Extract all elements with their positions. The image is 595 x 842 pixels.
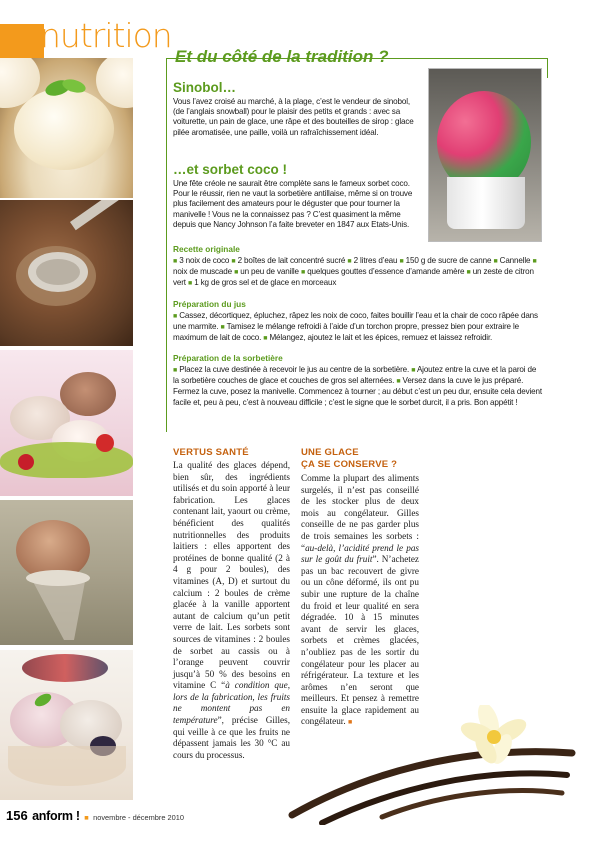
vanilla-ice-cream-photo: [0, 58, 133, 198]
step: Cassez, décortiquez, épluchez, râpez les noix de coco, faites bouillir l’eau et la chair de coco râpée dans une marmite.: [173, 311, 538, 332]
ingredient: 150 g de sucre de canne: [405, 256, 492, 265]
vertus-text-part: ”, précise Gilles, qui veille à ce que les fruits ne dépassent jamais les 30 °C au cours du processus.: [173, 715, 290, 760]
jus-steps: ■ Cassez, décortiquez, épluchez, râpez les noix de coco, faites bouillir l’eau et la chair de coco râpée dans une marmite. ■ Tamisez le mélange refroidi à l’aide d’un torchon propre, pressez bien pour extraire le maximum de lait de coco. ■ Mélangez, ajoutez le lait et les épices, remuez et laissez refroidir.: [173, 311, 538, 343]
sundae-bowl-photo: [0, 350, 133, 496]
ingredient: 3 noix de coco: [179, 256, 230, 265]
sorbetiere-title: Préparation de la sorbetière: [173, 353, 283, 363]
conserve-title: [301, 447, 397, 471]
ingredient: un zeste de citron vert: [173, 267, 534, 288]
end-mark-icon: ■: [347, 718, 353, 727]
vertus-title: VERTUS SANTÉ: [173, 447, 249, 458]
coco-text: Une fête créole ne saurait être complète sans le fameux sorbet coco. Pour le réussir, rien ne vaut la sorbetière antillaise, même si on trouve plus facilement des amateurs pour le déguster que pour tourner la manivelle ! Vous ne la connaissez pas ? C’est quasiment la même depuis que Nancy Johnson l’a faite breveter en 1847 aux Etats-Unis.: [173, 179, 413, 229]
vanilla-pod-flower-image: [262, 705, 582, 825]
ingredient: quelques gouttes d’essence d’amande amère: [307, 267, 465, 277]
ingredient: 1 kg de gros sel et de glace en morceaux: [194, 278, 337, 288]
conserve-title-line: UNE GLACE: [301, 447, 359, 458]
mint-leaf-icon: [44, 74, 88, 100]
scoop-utensil-icon: [0, 200, 133, 346]
section-title: nutrition: [40, 16, 172, 55]
coco-title: …et sorbet coco !: [173, 162, 288, 177]
step: Versez dans la cuve le jus préparé. Fermez la cuve, posez la manivelle. Commencez à tourner ; au début c’est un peu dur, ensuite cela devient facile et, peu à peu, c’est à nouveau difficile ; c’est le signe que le sorbet durcit, il a pris. Bon appétit !: [173, 376, 542, 407]
step: Mélangez, ajoutez le lait et les épices, remuez et laissez refroidir.: [269, 333, 493, 343]
page-footer: [6, 807, 184, 825]
chocolate-ice-cream-scoop-photo: [0, 200, 133, 346]
sinobol-title: Sinobol…: [173, 80, 236, 95]
mint-sprig-icon: [32, 690, 54, 710]
shaved-ice-photo: [428, 68, 542, 242]
magazine-name: anform !: [32, 809, 80, 823]
conserve-text: [301, 473, 419, 729]
jus-title: Préparation du jus: [173, 299, 246, 309]
recette-list: ■ 3 noix de coco ■ 2 boîtes de lait concentré sucré ■ 2 litres d’eau ■ 150 g de sucre de canne ■ Cannelle ■ noix de muscade ■ un peu de vanille ■ quelques gouttes d’essence d’amande amère ■ un zeste de citron vert ■ 1 kg de gros sel et de glace en morceaux: [173, 256, 537, 288]
ingredient: noix de muscade: [173, 267, 232, 277]
step: Placez la cuve destinée à recevoir le jus au centre de la sorbetière.: [179, 365, 410, 374]
sinobol-text: Vous l’avez croisé au marché, à la plage, c’est le vendeur de sinobol, (de l’anglais snowball) pour le plaisir des petits et grands : avec sa voiturette, un pain de glace, une râpe et des bouteilles de sirop : glace pilée aromatisée, une paille, voilà un rafraîchissement idéal.: [173, 97, 414, 137]
frame-rule-left: [166, 58, 167, 432]
issue-date: novembre - décembre 2010: [93, 813, 184, 822]
page-number: 156: [6, 808, 28, 823]
conserve-text-part: Comme la plupart des aliments surgelés, il n’est pas conseillé de les stocker plus de deux mois au congélateur. Gilles conseille de ne pas garder plus de trois semaines les sorbets : “: [301, 473, 419, 553]
conserve-title-line: ÇA SE CONSERVE ?: [301, 459, 398, 470]
footer-bullet-icon: ■: [84, 813, 89, 822]
ingredient: un peu de vanille: [240, 267, 299, 277]
berry-ice-cream-glass-photo: [0, 650, 133, 800]
ingredient: 2 boîtes de lait concentré sucré: [237, 256, 346, 265]
vertus-quote: à condition que, lors de la fabrication, les fruits ne montent pas en température: [173, 680, 290, 726]
scoop-handle-icon: [0, 500, 133, 645]
ingredient: Cannelle: [499, 256, 531, 265]
conserve-quote: au-delà, l’acidité prend le pas sur le goût du fruit: [301, 542, 419, 565]
conserve-text-part: ”. N’achetez pas un bac recouvert de givre ou un cône déformé, ils ont pu subir une rupture de la chaîne du froid et leur qualité en sera dégradée. 10 à 15 minutes avant de servir les glaces, sorbets et crèmes glacées, n’oubliez pas de les sortir du congélateur pour les placer au réfrigérateur. La texture et les arômes n’en seront que meilleurs. Et pensez à remettre ensuite la glace rapidement au congélateur.: [301, 554, 419, 727]
recette-title: Recette originale: [173, 244, 240, 254]
sorbetiere-steps: ■ Placez la cuve destinée à recevoir le jus au centre de la sorbetière. ■ Ajoutez entre la cuve et la paroi de la sorbetière couches de glace et couches de gros sel alternées. ■ Versez dans la cuve le jus préparé. Fermez la cuve, posez la manivelle. Commencez à tourner ; au début c’est un peu dur, ensuite cela devient facile et, peu à peu, c’est à nouveau difficile ; c’est le signe que le sorbet durcit, il a pris. Bon appétit !: [173, 365, 542, 407]
step: Ajoutez entre la cuve et la paroi de la sorbetière couches de glace et couches de gros sel alternées.: [173, 365, 537, 386]
step: Tamisez le mélange refroidi à l’aide d’un torchon propre, pressez bien pour extraire le maximum de lait de coco.: [173, 322, 520, 343]
frame-rule-right: [547, 58, 548, 78]
page-headline: Et du côté de la tradition ?: [175, 47, 389, 66]
ingredient: 2 litres d’eau: [353, 256, 398, 265]
ice-cream-cone-scoop-photo: [0, 500, 133, 645]
section-color-bar: [0, 24, 44, 58]
vertus-text-part: La qualité des glaces dépend, bien sûr, des ingrédients utilisés et du soin apporté à leur fabrication. Les glaces contenant lait, yaourt ou crème, bénéficient des qualités nutritionnelles des produits laitiers : elles apportent des protéines de bonne qualité (2 à 4 g pour 2 boules), des vitamines (A, D) et surtout du calcium : 2 boules de crème glacée à la vanille apportent autant de calcium qu’un petit verre de lait. Les sorbets sont sources de vitamines : 2 boules de sorbet au cassis ou à l’orange peuvent couvrir jusqu’à 50 % des besoins en vitamine C “: [173, 460, 290, 691]
